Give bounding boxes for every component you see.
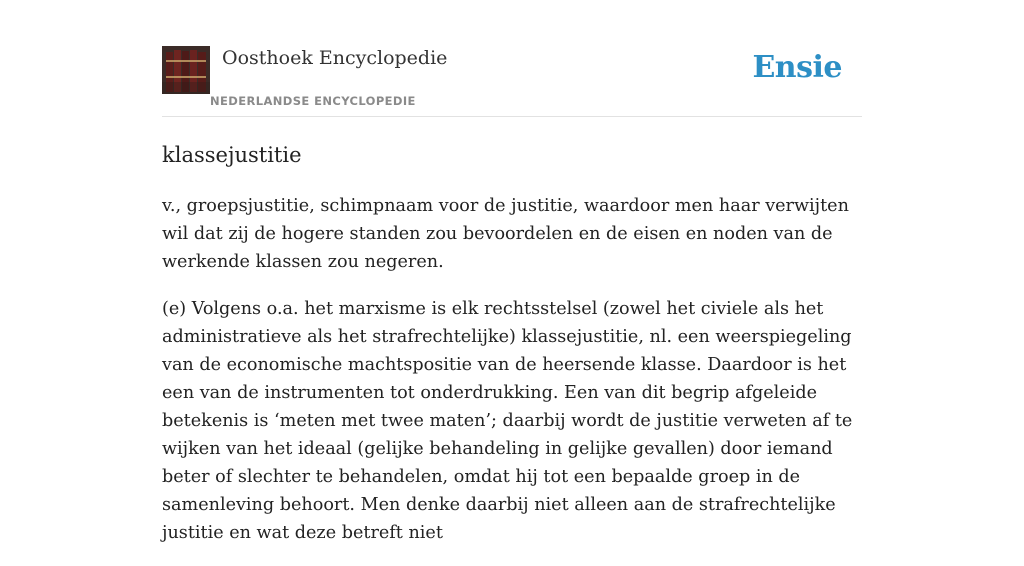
site-name[interactable]: Oosthoek Encyclopedie — [222, 47, 448, 69]
brand-logo-link[interactable]: Ensie — [752, 50, 842, 85]
site-tagline: NEDERLANDSE ENCYCLOPEDIE — [210, 94, 416, 108]
article-body — [162, 192, 864, 566]
article-paragraph: v., groepsjustitie, schimpnaam voor de justitie, waardoor men haar verwijten wil dat zij de hogere standen zou bevoordelen en de eisen en noden van de werkende klassen zou negeren. — [162, 196, 849, 272]
site-header — [162, 46, 862, 117]
encyclopedia-books-icon[interactable] — [162, 46, 210, 94]
article-title: klassejustitie — [162, 143, 302, 167]
article-paragraph: (e) Volgens o.a. het marxisme is elk rechtsstelsel (zowel het civiele als het administratieve als het strafrechtelijke) klassejustitie, nl. een weerspiegeling van de economische machtspositie van de heersende klasse. Daardoor is het een van de instrumenten tot onderdrukking. Een van dit begrip afgeleide betekenis is ‘meten met twee maten’; daarbij wordt de justitie verweten af te wijken van het ideaal (gelijke behandeling in gelijke gevallen) door iemand beter of slechter te behandelen, omdat hij tot een bepaalde groep in de samenleving behoort. Men denke daarbij niet alleen aan de strafrechtelijke justitie en wat deze betreft niet — [162, 299, 853, 543]
